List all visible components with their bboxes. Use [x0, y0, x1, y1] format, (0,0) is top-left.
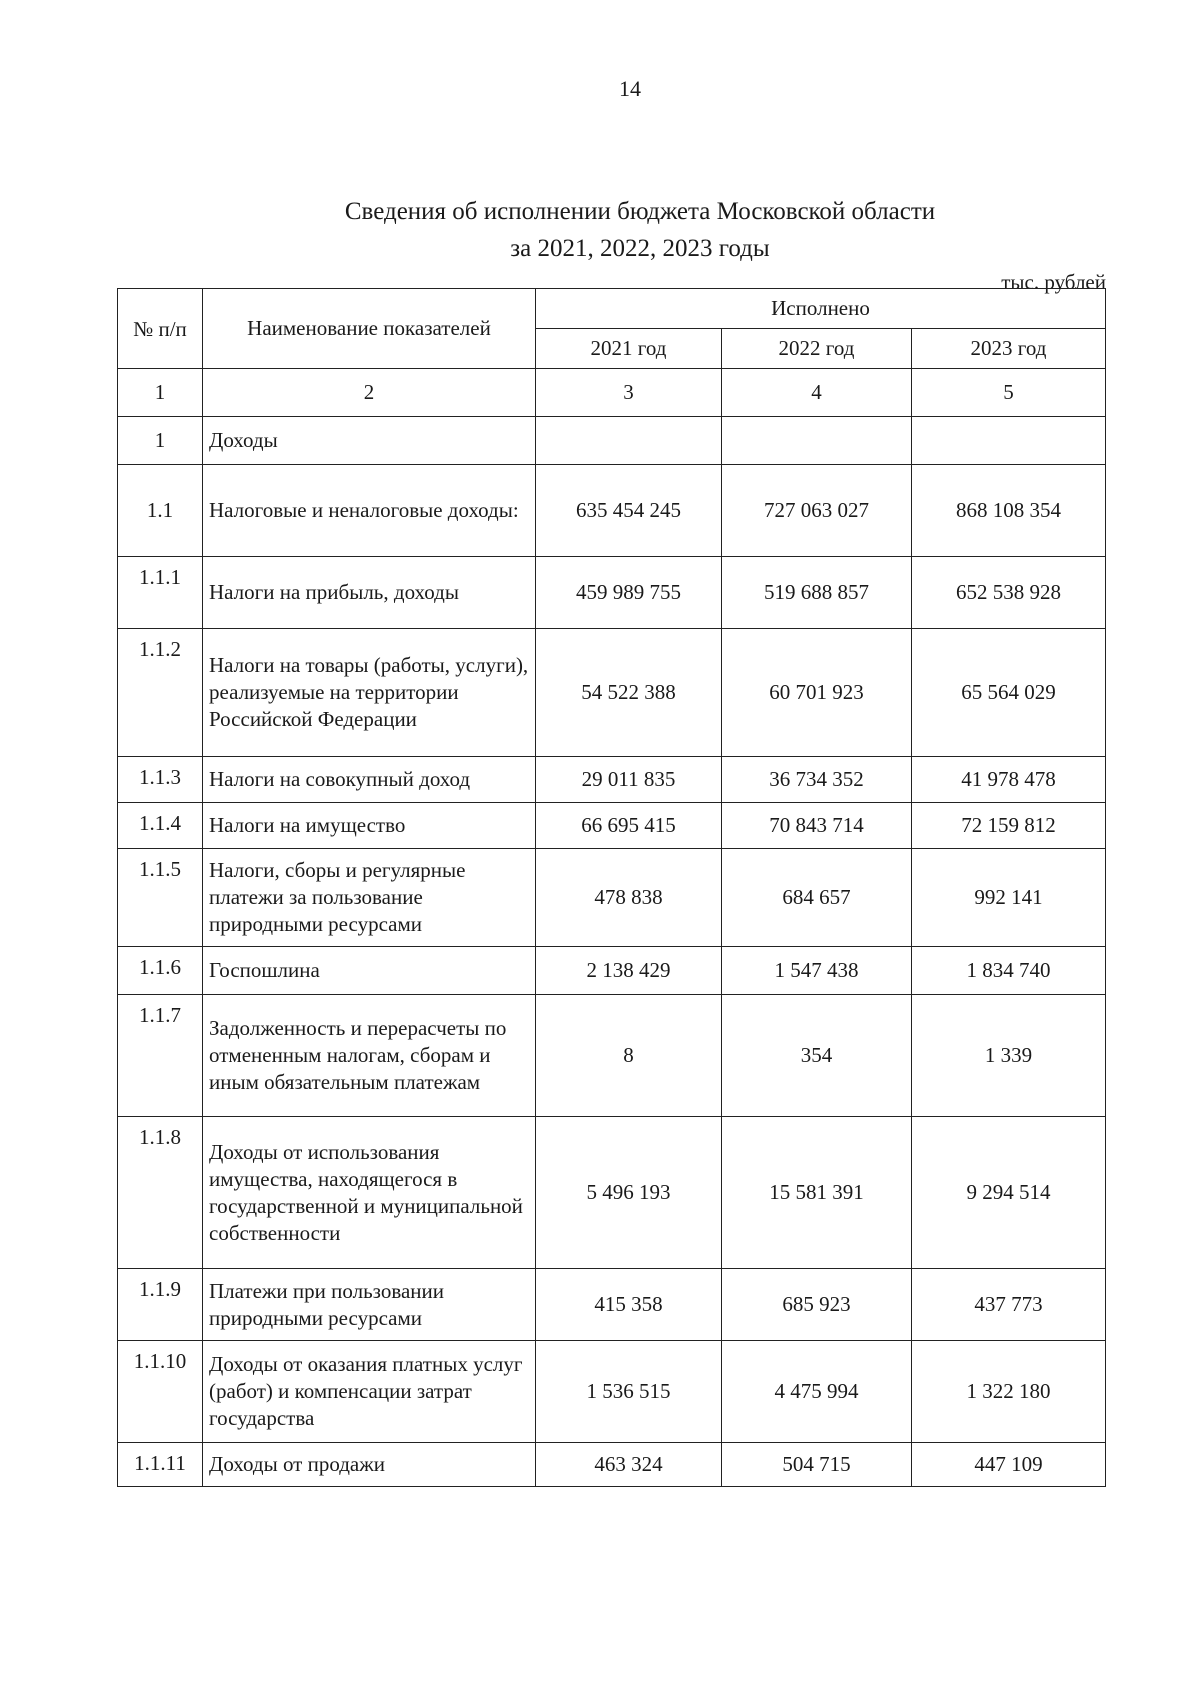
row-name: Доходы [203, 417, 536, 465]
row-number: 1.1.2 [118, 629, 203, 757]
value-2022: 70 843 714 [722, 803, 912, 849]
value-2022: 519 688 857 [722, 557, 912, 629]
title-line-1: Сведения об исполнении бюджета Московской области [344, 198, 936, 225]
row-number: 1.1.3 [118, 757, 203, 803]
value-2021: 2 138 429 [536, 947, 722, 995]
value-2022: 60 701 923 [722, 629, 912, 757]
row-number: 1.1.11 [118, 1443, 203, 1487]
row-number: 1.1.7 [118, 995, 203, 1117]
row-number: 1.1.5 [118, 849, 203, 947]
value-2023: 41 978 478 [912, 757, 1106, 803]
header-year-2021: 2021 год [536, 329, 722, 369]
value-2023: 65 564 029 [912, 629, 1106, 757]
value-2022 [722, 417, 912, 465]
table-row [118, 629, 1106, 757]
header-year-2022: 2022 год [722, 329, 912, 369]
value-2023: 9 294 514 [912, 1117, 1106, 1269]
column-number: 2 [203, 369, 536, 417]
value-2022: 504 715 [722, 1443, 912, 1487]
row-number: 1 [118, 417, 203, 465]
column-number: 5 [912, 369, 1106, 417]
row-name: Платежи при пользовании природными ресурсами [203, 1269, 536, 1341]
value-2021: 415 358 [536, 1269, 722, 1341]
table-row [118, 465, 1106, 557]
header-year-2023: 2023 год [912, 329, 1106, 369]
value-2021: 463 324 [536, 1443, 722, 1487]
row-name: Налоги на товары (работы, услуги), реализуемые на территории Российской Федерации [203, 629, 536, 757]
value-2022: 727 063 027 [722, 465, 912, 557]
row-name: Налоги на совокупный доход [203, 757, 536, 803]
value-2023: 447 109 [912, 1443, 1106, 1487]
value-2023: 72 159 812 [912, 803, 1106, 849]
row-number: 1.1.10 [118, 1341, 203, 1443]
row-name: Налоги на прибыль, доходы [203, 557, 536, 629]
row-number: 1.1.9 [118, 1269, 203, 1341]
row-number: 1.1.8 [118, 1117, 203, 1269]
table-row [118, 557, 1106, 629]
value-2021: 29 011 835 [536, 757, 722, 803]
value-2021: 66 695 415 [536, 803, 722, 849]
value-2023: 992 141 [912, 849, 1106, 947]
table-row [118, 757, 1106, 803]
page-number: 14 [619, 76, 641, 101]
row-name: Доходы от оказания платных услуг (работ) и компенсации затрат государства [203, 1341, 536, 1443]
value-2022: 4 475 994 [722, 1341, 912, 1443]
value-2023: 1 322 180 [912, 1341, 1106, 1443]
value-2022: 15 581 391 [722, 1117, 912, 1269]
value-2023: 1 834 740 [912, 947, 1106, 995]
title-line-2: за 2021, 2022, 2023 годы [510, 235, 770, 262]
value-2021: 635 454 245 [536, 465, 722, 557]
value-2021: 54 522 388 [536, 629, 722, 757]
table-row [118, 417, 1106, 465]
header-name: Наименование показателей [203, 289, 536, 369]
value-2022: 354 [722, 995, 912, 1117]
row-name: Налоговые и неналоговые доходы: [203, 465, 536, 557]
value-2022: 684 657 [722, 849, 912, 947]
row-number: 1.1.4 [118, 803, 203, 849]
header-number: № п/п [118, 289, 203, 369]
column-number: 1 [118, 369, 203, 417]
value-2023: 437 773 [912, 1269, 1106, 1341]
value-2022: 1 547 438 [722, 947, 912, 995]
value-2023: 1 339 [912, 995, 1106, 1117]
table-row [118, 1443, 1106, 1487]
value-2021: 8 [536, 995, 722, 1117]
value-2022: 36 734 352 [722, 757, 912, 803]
table-row [118, 849, 1106, 947]
row-number: 1.1.6 [118, 947, 203, 995]
value-2021: 5 496 193 [536, 1117, 722, 1269]
unit-label: тыс. рублей [1001, 270, 1106, 294]
table-row [118, 803, 1106, 849]
row-number: 1.1.1 [118, 557, 203, 629]
row-number: 1.1 [118, 465, 203, 557]
row-name: Доходы от использования имущества, находящегося в государственной и муниципальной собственности [203, 1117, 536, 1269]
value-2021: 478 838 [536, 849, 722, 947]
value-2021: 1 536 515 [536, 1341, 722, 1443]
column-number: 3 [536, 369, 722, 417]
table-row [118, 947, 1106, 995]
table-row [118, 1117, 1106, 1269]
table-row [118, 1341, 1106, 1443]
value-2022: 685 923 [722, 1269, 912, 1341]
row-name: Госпошлина [203, 947, 536, 995]
table-row [118, 995, 1106, 1117]
column-number-row [118, 369, 1106, 417]
document-title [200, 193, 1080, 267]
value-2021: 459 989 755 [536, 557, 722, 629]
row-name: Доходы от продажи [203, 1443, 536, 1487]
value-2021 [536, 417, 722, 465]
column-number: 4 [722, 369, 912, 417]
row-name: Задолженность и перерасчеты по отмененным налогам, сборам и иным обязательным платежам [203, 995, 536, 1117]
value-2023: 868 108 354 [912, 465, 1106, 557]
budget-table [117, 288, 1106, 1487]
table-row [118, 1269, 1106, 1341]
value-2023 [912, 417, 1106, 465]
header-executed: Исполнено [536, 289, 1106, 329]
row-name: Налоги, сборы и регулярные платежи за пользование природными ресурсами [203, 849, 536, 947]
row-name: Налоги на имущество [203, 803, 536, 849]
value-2023: 652 538 928 [912, 557, 1106, 629]
